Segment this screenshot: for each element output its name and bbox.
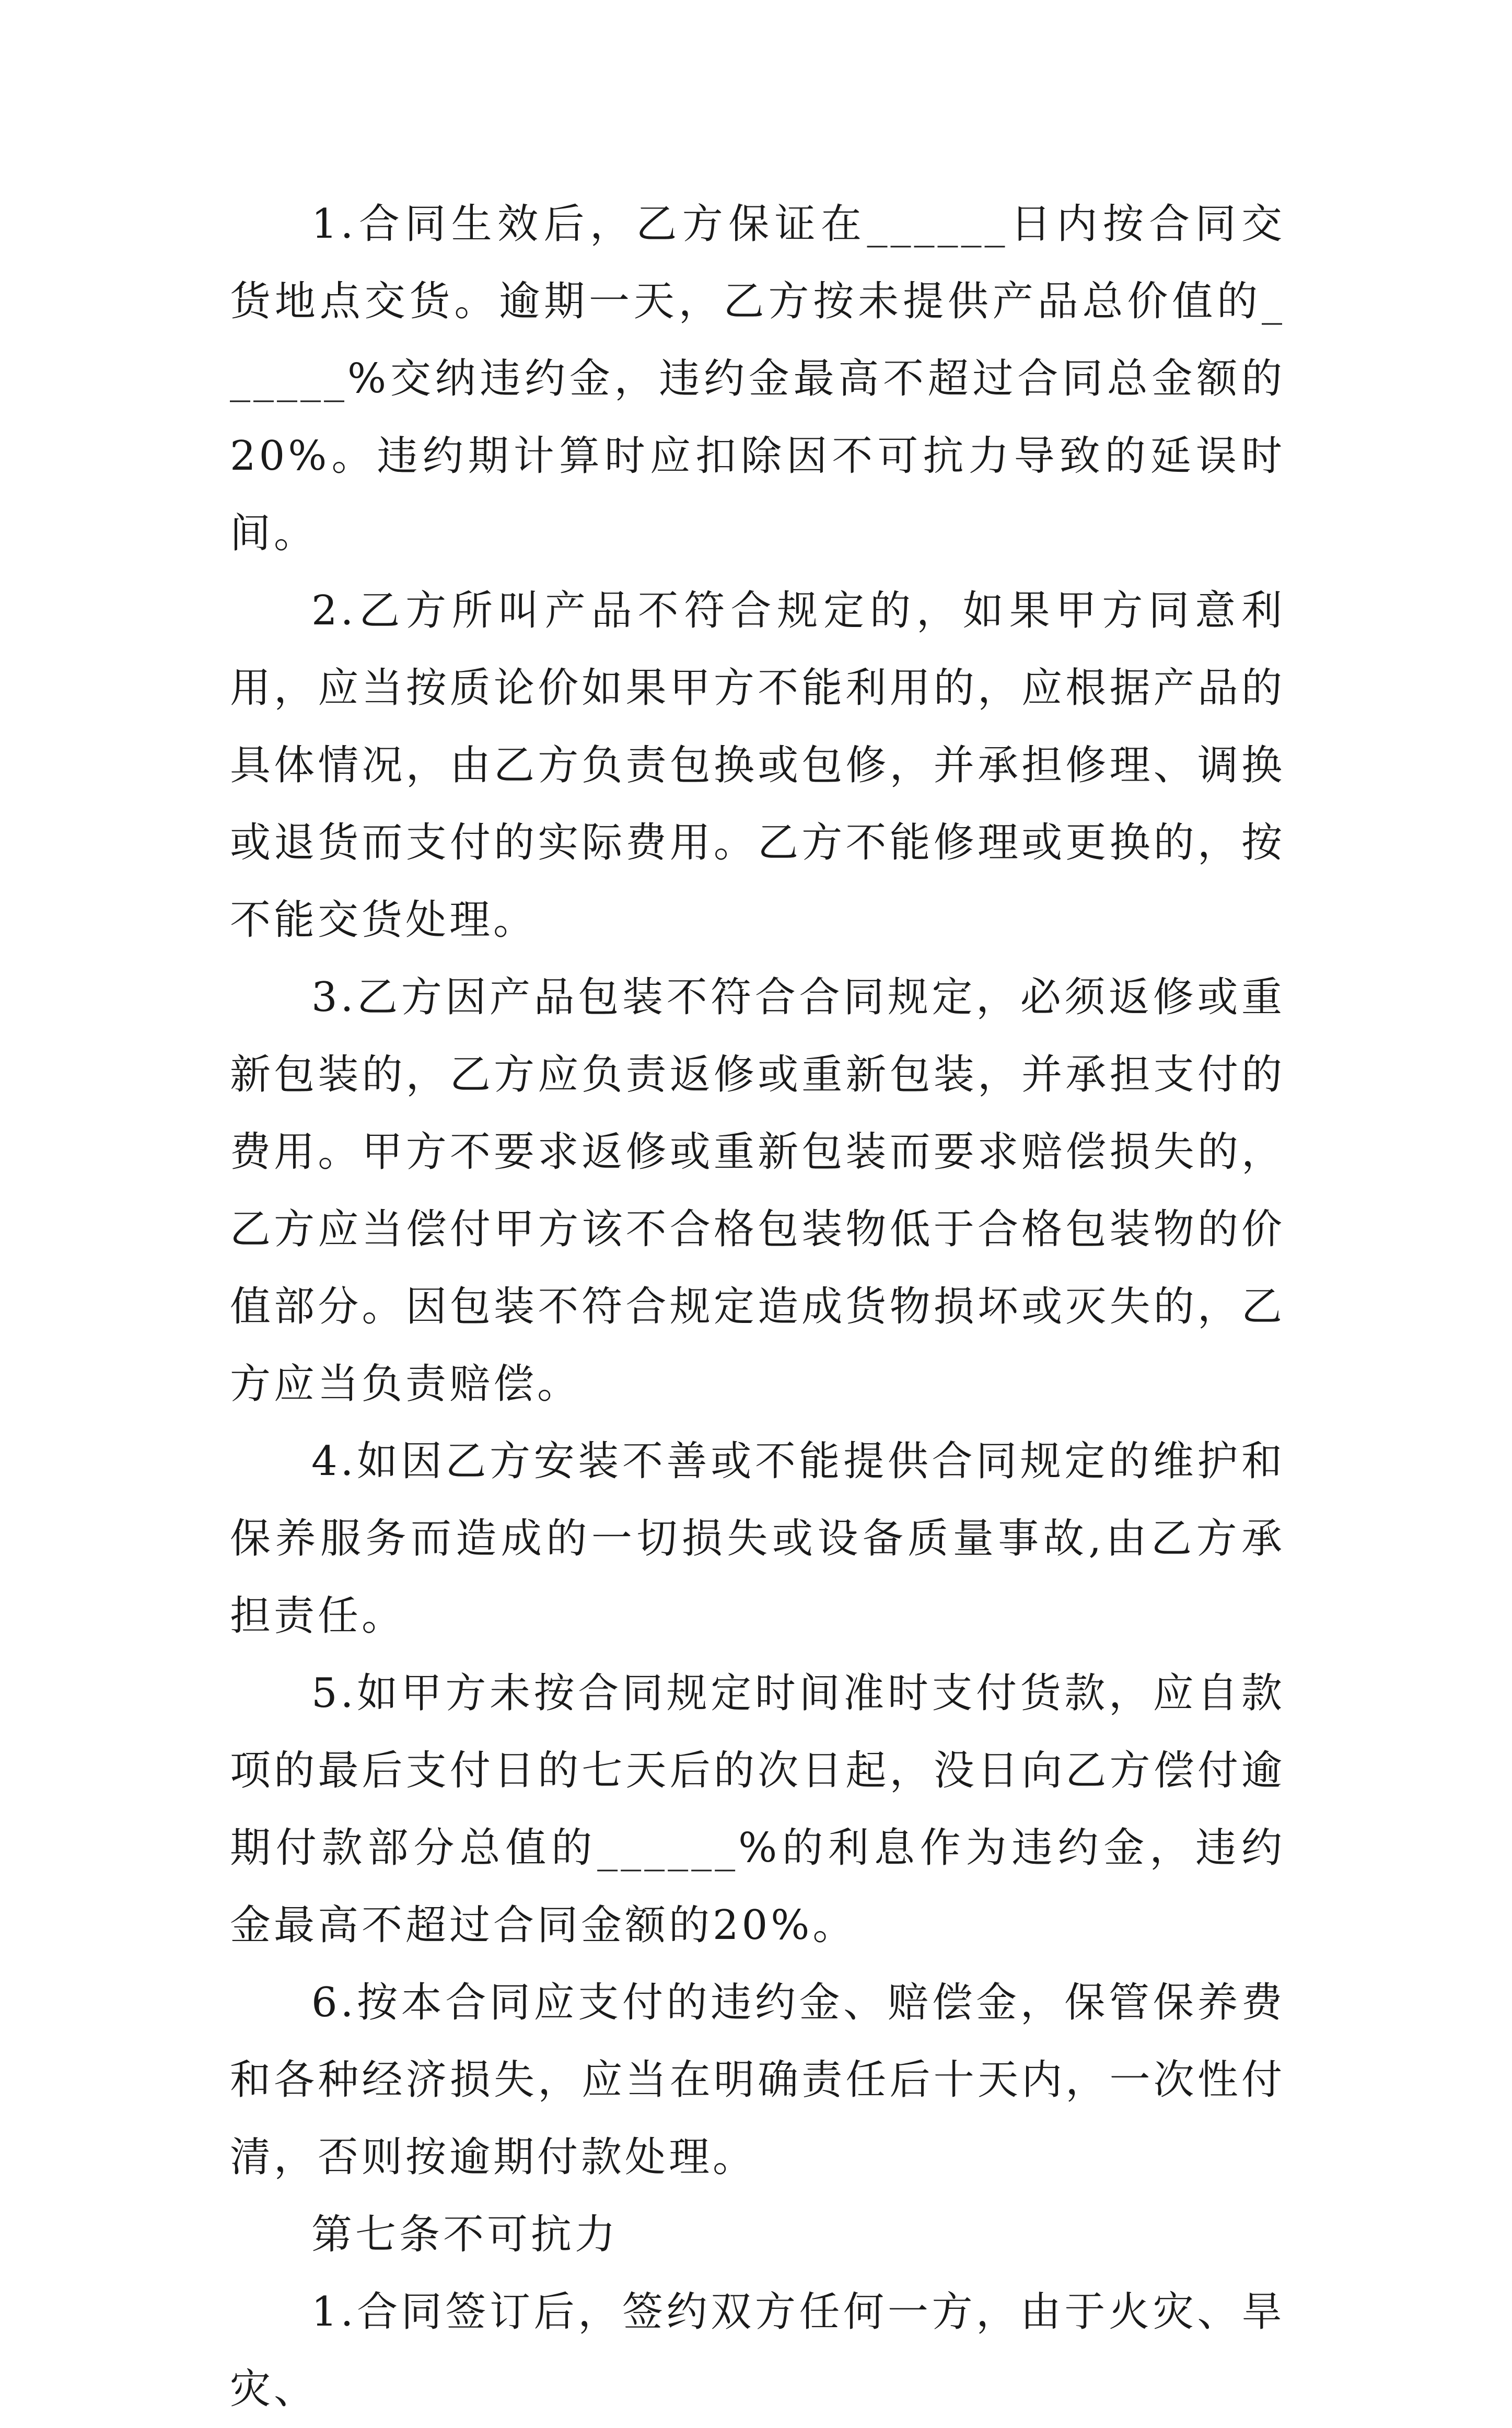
clause-paragraph-5: 5.如甲方未按合同规定时间准时支付货款，应自款项的最后支付日的七天后的次日起，没日向乙方偿付逾期付款部分总值的______%的利息作为违约金，违约金最高不超过合同金额的20%。 — [230, 1670, 1285, 1949]
force-majeure-paragraph-1: 1.合同签订后，签约双方任何一方，由于火灾、旱灾、 — [230, 2288, 1285, 2413]
clause-paragraph-4: 4.如因乙方安装不善或不能提供合同规定的维护和保养服务而造成的一切损失或设备质量事故,由乙方承担责任。 — [230, 1438, 1285, 1640]
clause-paragraph-1: 1.合同生效后，乙方保证在______日内按合同交货地点交货。逾期一天，乙方按未提供产品总价值的______%交纳违约金，违约金最高不超过合同总金额的20%。违约期计算时应扣除因不可抗力导致的延误时间。 — [230, 201, 1285, 557]
section-heading: 第七条不可抗力 — [311, 2211, 619, 2258]
clause-paragraph-2: 2.乙方所叫产品不符合规定的，如果甲方同意利用，应当按质论价如果甲方不能利用的，应根据产品的具体情况，由乙方负责包换或包修，并承担修理、调换或退货而支付的实际费用。乙方不能修理或更换的，按不能交货处理。 — [230, 587, 1285, 944]
clause-paragraph-6: 6.按本合同应支付的违约金、赔偿金，保管保养费和各种经济损失，应当在明确责任后十天内，一次性付清，否则按逾期付款处理。 — [230, 1979, 1285, 2181]
document-body — [230, 185, 1285, 2428]
clause-paragraph-3: 3.乙方因产品包装不符合合同规定，必须返修或重新包装的，乙方应负责返修或重新包装，并承担支付的费用。甲方不要求返修或重新包装而要求赔偿损失的，乙方应当偿付甲方该不合格包装物低于合格包装物的价值部分。因包装不符合规定造成货物损坏或灭失的，乙方应当负责赔偿。 — [230, 974, 1285, 1408]
